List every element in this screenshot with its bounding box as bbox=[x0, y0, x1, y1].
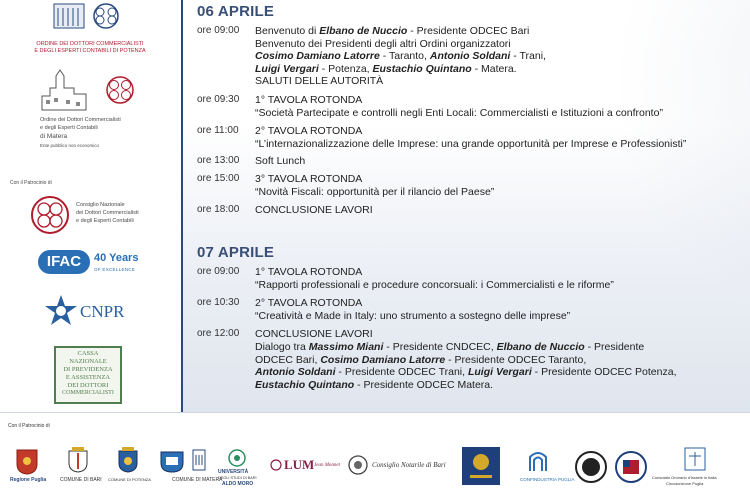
schedule-time: ore 18:00 bbox=[197, 204, 240, 216]
odcec-potenza-line-2: E DEGLI ESPERTI CONTABILI DI POTENZA bbox=[34, 48, 146, 54]
cassa-logo bbox=[54, 346, 122, 404]
schedule-content bbox=[255, 173, 745, 198]
schedule-item bbox=[183, 328, 743, 391]
seal-flag-icon bbox=[615, 451, 647, 483]
unesco-icon bbox=[192, 449, 206, 471]
schedule-line bbox=[255, 125, 745, 138]
schedule-time: ore 13:00 bbox=[197, 155, 240, 167]
ifac-years: 40 Years bbox=[94, 252, 139, 264]
schedule-text: - Trani, bbox=[510, 50, 546, 63]
cnpr-star-icon bbox=[44, 294, 78, 330]
schedule-text: - Taranto, bbox=[379, 50, 430, 63]
schedule-text: Dialogo tra bbox=[255, 340, 309, 353]
patrocinio-label-left: Con il Patrocinio di bbox=[10, 180, 52, 186]
lum-sub: Jean Monnet bbox=[314, 463, 340, 468]
schedule-item bbox=[183, 266, 743, 291]
schedule-time: ore 10:30 bbox=[197, 297, 240, 309]
confindustria-icon bbox=[528, 451, 548, 473]
schedule-text: 3° TAVOLA ROTONDA bbox=[255, 173, 363, 185]
schedule-text: CONCLUSIONE LAVORI bbox=[255, 328, 373, 341]
speaker-name: Luigi Vergari bbox=[467, 366, 532, 379]
schedule-line bbox=[255, 328, 745, 341]
schedule-item bbox=[183, 94, 743, 119]
schedule-item bbox=[183, 155, 743, 168]
schedule-time: ore 09:00 bbox=[197, 25, 240, 36]
schedule-item bbox=[183, 125, 743, 150]
schedule-time: ore 12:00 bbox=[197, 328, 240, 340]
odcec-matera-logo bbox=[40, 66, 140, 112]
schedule-content bbox=[255, 125, 745, 150]
schedule-text: - Presidente bbox=[584, 340, 645, 353]
speaker-name: Antonio Soldani bbox=[255, 366, 336, 379]
schedule-line bbox=[255, 297, 745, 310]
schedule-text: Benvenuto dei Presidenti degli altri Ordini organizzatori bbox=[255, 37, 511, 50]
uniba-seal-icon bbox=[228, 449, 246, 467]
regione-puglia-label: Regione Puglia bbox=[10, 477, 47, 483]
schedule-text: CONCLUSIONE LAVORI bbox=[255, 204, 373, 217]
cassa-line-4: E ASSISTENZA bbox=[65, 374, 111, 381]
sponsor-column bbox=[0, 0, 181, 410]
cassa-line-2: NAZIONALE bbox=[69, 358, 107, 365]
schedule-line bbox=[255, 310, 745, 323]
schedule-item bbox=[183, 173, 743, 198]
odcec-potenza-line-1: ORDINE DEI DOTTORI COMMERCIALISTI bbox=[36, 41, 144, 47]
speaker-name: Cosimo Damiano Latorre bbox=[255, 50, 380, 63]
cnpr-logo bbox=[44, 294, 78, 330]
schedule-text: - Potenza, bbox=[318, 62, 373, 75]
odcec-potenza-emblem-icon bbox=[48, 0, 132, 34]
comune-potenza-label: COMUNE DI POTENZA bbox=[108, 477, 151, 482]
day-heading: 07 APRILE bbox=[197, 244, 275, 261]
speaker-name: Eustachio Quintano bbox=[372, 62, 472, 75]
cndcec-line-2: dei Dottori Commercialisti bbox=[76, 210, 139, 216]
schedule-line bbox=[255, 94, 745, 107]
uniba-line-1: UNIVERSITÀ bbox=[218, 469, 249, 475]
notarile-label: Consiglio Notarile di Bari bbox=[372, 461, 446, 469]
schedule-line bbox=[255, 38, 745, 51]
schedule-text: SALUTI DELLE AUTORITÀ bbox=[255, 75, 384, 88]
odcec-matera-line-3: di Matera bbox=[40, 133, 68, 140]
comune-bari-crest-icon bbox=[68, 447, 88, 473]
schedule-time: ore 11:00 bbox=[197, 125, 239, 137]
schedule-line bbox=[255, 379, 745, 392]
lum-seal-icon bbox=[270, 459, 282, 471]
cnpr-label: CNPR bbox=[80, 302, 125, 321]
cassa-line-1: CASSA bbox=[77, 350, 99, 357]
schedule-content bbox=[255, 204, 745, 217]
schedule-text: - Matera. bbox=[471, 62, 517, 75]
cndcec-logo bbox=[30, 195, 70, 235]
day-heading: 06 APRILE bbox=[197, 3, 275, 20]
schedule-line bbox=[255, 173, 745, 186]
schedule-item bbox=[183, 297, 743, 322]
schedule-time: ore 09:30 bbox=[197, 94, 240, 105]
schedule-line bbox=[255, 279, 745, 292]
schedule-line bbox=[255, 204, 745, 217]
schedule-item bbox=[183, 25, 743, 88]
schedule-line bbox=[255, 25, 745, 38]
schedule-line bbox=[255, 186, 745, 199]
uniba-line-3: ALDO MORO bbox=[222, 481, 254, 487]
odcec-matera-line-2: e degli Esperti Contabili bbox=[40, 125, 98, 131]
schedule-text: Benvenuto di bbox=[255, 25, 320, 37]
schedule-text: “Società Partecipate e controlli negli Enti Locali: Commercialisti e Istituzioni a confronto” bbox=[255, 106, 663, 119]
schedule-line bbox=[255, 155, 745, 168]
schedule-text: “Creatività e Made in Italy: uno strumento a sostegno delle imprese” bbox=[255, 309, 571, 322]
matera-town-icon bbox=[40, 66, 140, 112]
schedule-content bbox=[255, 266, 745, 291]
uniba-line-2: DEGLI STUDI DI BARI bbox=[218, 476, 257, 480]
schedule-line bbox=[255, 63, 745, 76]
order-gold-logo bbox=[462, 447, 500, 485]
odcec-matera-line-1: Ordine dei Dottori Commercialisti bbox=[40, 117, 121, 123]
seal-dark-icon bbox=[575, 451, 607, 483]
speaker-name: Eustachio Quintano bbox=[255, 378, 355, 391]
schedule-text: - Presidente ODCEC Matera. bbox=[354, 378, 494, 391]
comune-bari-label: COMUNE DI BARI bbox=[60, 477, 102, 483]
schedule-text: 2° TAVOLA ROTONDA bbox=[255, 297, 363, 310]
schedule-text: 1° TAVOLA ROTONDA bbox=[255, 266, 363, 278]
schedule-item bbox=[183, 204, 743, 217]
schedule-time: ore 09:00 bbox=[197, 266, 240, 277]
schedule-text: ODCEC Bari, bbox=[255, 353, 321, 366]
schedule-text: Soft Lunch bbox=[255, 155, 306, 168]
schedule-text: - Presidente ODCEC Trani, bbox=[335, 366, 468, 379]
comune-matera-crest-icon bbox=[160, 451, 184, 473]
schedule-content bbox=[255, 155, 745, 168]
schedule-content bbox=[255, 25, 745, 88]
ifac-sub: OF EXCELLENCE bbox=[94, 267, 136, 272]
schedule-content bbox=[255, 297, 745, 322]
speaker-name: Elbano de Nuccio bbox=[319, 25, 408, 37]
schedule-text: 1° TAVOLA ROTONDA bbox=[255, 94, 363, 106]
schedule-line bbox=[255, 366, 745, 379]
cndcec-line-1: Consiglio Nazionale bbox=[76, 202, 125, 208]
schedule-line bbox=[255, 75, 745, 88]
regione-puglia-crest-icon bbox=[16, 449, 38, 475]
schedule-line bbox=[255, 138, 745, 151]
cassa-line-6: COMMERCIALISTI bbox=[62, 390, 114, 396]
schedule-line bbox=[255, 50, 745, 63]
program-panel bbox=[183, 0, 750, 412]
lum-label: LUM bbox=[284, 457, 315, 472]
gold-emblem-icon bbox=[462, 447, 500, 485]
schedule-line bbox=[255, 341, 745, 354]
patronage-strip bbox=[0, 412, 750, 501]
comune-matera-label: COMUNE DI MATERA bbox=[172, 477, 223, 483]
ifac-logo: IFAC bbox=[38, 250, 90, 274]
speaker-name: Massimo Miani bbox=[308, 340, 384, 353]
schedule-line bbox=[255, 107, 745, 120]
cassa-line-5: DEI DOTTORI bbox=[67, 382, 109, 389]
speaker-name: Cosimo Damiano Latorre bbox=[320, 353, 446, 366]
schedule-text: “Novità Fiscali: opportunità per il rilancio del Paese” bbox=[255, 185, 495, 198]
cndcec-line-3: e degli Esperti Contabili bbox=[76, 218, 134, 224]
cassa-line-3: DI PREVIDENZA bbox=[63, 366, 113, 373]
schedule-line bbox=[255, 354, 745, 367]
israel-emblem-icon bbox=[684, 447, 706, 471]
speaker-name: Antonio Soldani bbox=[429, 50, 511, 63]
schedule-line bbox=[255, 266, 745, 279]
consolato-line-1: Consolato Onorario d'Israele in Italia bbox=[652, 475, 717, 480]
speaker-name: Luigi Vergari bbox=[255, 62, 319, 75]
schedule-text: - Presidente ODCEC Taranto, bbox=[445, 353, 587, 366]
schedule-text: 2° TAVOLA ROTONDA bbox=[255, 125, 363, 138]
schedule-text: “Rapporti professionali e procedure concorsuali: i Commercialisti e le riforme” bbox=[255, 278, 614, 291]
confindustria-label: CONFINDUSTRIA PUGLIA bbox=[520, 477, 575, 482]
schedule-content bbox=[255, 94, 745, 119]
schedule-text: - Presidente ODCEC Bari bbox=[407, 25, 530, 37]
schedule-content bbox=[255, 328, 745, 391]
cndcec-emblem-icon bbox=[30, 195, 70, 235]
schedule-text: - Presidente ODCEC Potenza, bbox=[531, 366, 677, 379]
odcec-matera-line-4: Ente pubblico non economico bbox=[40, 143, 100, 148]
consolato-line-2: Circoscrizione Puglia bbox=[666, 481, 704, 486]
schedule-text: “L’internazionalizzazione delle Imprese: una grande opportunità per Imprese e Professionisti” bbox=[255, 137, 687, 150]
schedule-text: - Presidente CNDCEC, bbox=[383, 340, 497, 353]
speaker-name: Elbano de Nuccio bbox=[496, 340, 585, 353]
odcec-potenza-logo bbox=[48, 0, 132, 34]
comune-potenza-crest-icon bbox=[118, 447, 138, 473]
schedule-time: ore 15:00 bbox=[197, 173, 240, 184]
patrocinio-label-bottom: Con il Patrocinio di bbox=[8, 423, 50, 429]
notarile-seal-icon bbox=[348, 455, 368, 475]
